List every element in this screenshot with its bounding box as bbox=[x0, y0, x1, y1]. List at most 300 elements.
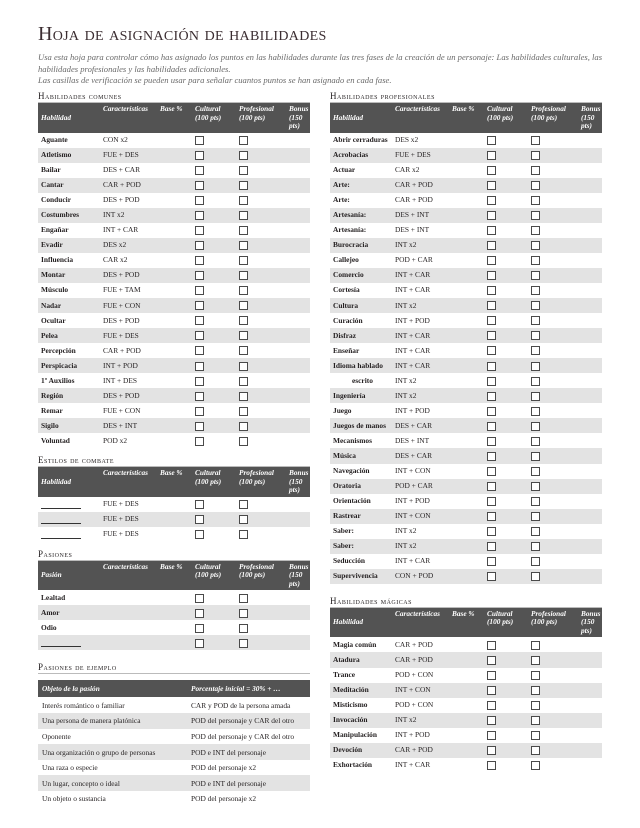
checkbox-cell bbox=[192, 512, 236, 527]
skill-base bbox=[449, 743, 484, 758]
checkbox-cell bbox=[192, 193, 236, 208]
checkbox[interactable] bbox=[531, 151, 540, 160]
skill-name: Costumbres bbox=[38, 208, 100, 223]
checkbox-cell bbox=[528, 208, 578, 223]
checkbox-cell bbox=[484, 178, 528, 193]
skill-name: Cortesía bbox=[333, 285, 360, 295]
skill-name: Remar bbox=[41, 405, 63, 415]
checkbox[interactable] bbox=[239, 377, 248, 386]
checkbox[interactable] bbox=[487, 362, 496, 371]
checkbox[interactable] bbox=[239, 346, 248, 355]
checkbox[interactable] bbox=[531, 271, 540, 280]
checkbox[interactable] bbox=[487, 286, 496, 295]
table-row bbox=[330, 403, 602, 418]
skill-base bbox=[157, 433, 192, 448]
skill-name[interactable] bbox=[38, 497, 100, 512]
skill-name bbox=[38, 635, 100, 650]
checkbox[interactable] bbox=[531, 346, 540, 355]
checkbox-cell bbox=[236, 620, 286, 635]
header-bonus: Bonus (150 pts) bbox=[578, 103, 602, 133]
checkbox[interactable] bbox=[239, 362, 248, 371]
checkbox[interactable] bbox=[487, 656, 496, 665]
skill-base bbox=[449, 388, 484, 403]
checkbox[interactable] bbox=[239, 181, 248, 190]
bonus-cell bbox=[578, 448, 602, 463]
skill-characteristics: CON + POD bbox=[392, 569, 449, 584]
skill-name: Rastrear bbox=[330, 509, 392, 524]
checkbox[interactable] bbox=[195, 271, 204, 280]
checkbox-cell bbox=[236, 193, 286, 208]
table-row bbox=[330, 238, 602, 253]
checkbox-cell bbox=[192, 635, 236, 650]
checkbox-cell bbox=[484, 554, 528, 569]
bonus-cell bbox=[286, 512, 310, 527]
checkbox[interactable] bbox=[487, 686, 496, 695]
skill-base bbox=[157, 223, 192, 238]
checkbox[interactable] bbox=[487, 467, 496, 476]
skill-characteristics: INT + CON bbox=[392, 683, 449, 698]
skill-name: Nadar bbox=[38, 298, 100, 313]
checkbox[interactable] bbox=[239, 136, 248, 145]
checkbox[interactable] bbox=[487, 211, 496, 220]
checkbox-cell bbox=[484, 403, 528, 418]
checkbox[interactable] bbox=[195, 301, 204, 310]
bonus-cell bbox=[578, 238, 602, 253]
checkbox-cell bbox=[528, 509, 578, 524]
bonus-cell bbox=[578, 683, 602, 698]
bonus-cell bbox=[578, 713, 602, 728]
skill-base bbox=[449, 133, 484, 148]
checkbox[interactable] bbox=[487, 731, 496, 740]
skill-base bbox=[449, 283, 484, 298]
checkbox[interactable] bbox=[531, 686, 540, 695]
checkbox[interactable] bbox=[487, 241, 496, 250]
bonus-cell bbox=[286, 178, 310, 193]
checkbox-cell bbox=[528, 403, 578, 418]
skill-name: Burocracia bbox=[330, 238, 392, 253]
checkbox[interactable] bbox=[487, 196, 496, 205]
checkbox-cell bbox=[236, 283, 286, 298]
checkbox[interactable] bbox=[487, 422, 496, 431]
checkbox[interactable] bbox=[531, 542, 540, 551]
checkbox[interactable] bbox=[239, 316, 248, 325]
checkbox[interactable] bbox=[239, 407, 248, 416]
checkbox-cell bbox=[528, 178, 578, 193]
bonus-cell bbox=[578, 163, 602, 178]
checkbox[interactable] bbox=[195, 624, 204, 633]
checkbox[interactable] bbox=[487, 392, 496, 401]
checkbox[interactable] bbox=[531, 572, 540, 581]
checkbox[interactable] bbox=[531, 181, 540, 190]
checkbox[interactable] bbox=[531, 761, 540, 770]
skill-base bbox=[449, 524, 484, 539]
checkbox[interactable] bbox=[487, 331, 496, 340]
checkbox[interactable] bbox=[487, 271, 496, 280]
table-row bbox=[38, 133, 310, 148]
checkbox[interactable] bbox=[195, 331, 204, 340]
checkbox[interactable] bbox=[531, 286, 540, 295]
section-title-comunes: Habilidades comunes bbox=[38, 91, 310, 103]
checkbox-cell bbox=[484, 163, 528, 178]
skill-name: Saber: bbox=[330, 539, 392, 554]
checkbox[interactable] bbox=[531, 422, 540, 431]
checkbox[interactable] bbox=[239, 286, 248, 295]
header-caracteristicas: Características bbox=[392, 608, 449, 638]
skill-name: Artesanía: bbox=[330, 208, 392, 223]
checkbox-cell bbox=[236, 163, 286, 178]
skill-name: Magia común bbox=[333, 639, 377, 649]
blank-line[interactable] bbox=[41, 639, 81, 647]
checkbox[interactable] bbox=[195, 515, 204, 524]
checkbox[interactable] bbox=[195, 211, 204, 220]
skill-characteristics: INT + CAR bbox=[392, 328, 449, 343]
skill-name: Callejeo bbox=[333, 255, 359, 265]
checkbox-cell bbox=[236, 298, 286, 313]
checkbox-cell bbox=[236, 178, 286, 193]
checkbox[interactable] bbox=[531, 241, 540, 250]
checkbox[interactable] bbox=[195, 609, 204, 618]
bonus-cell bbox=[286, 373, 310, 388]
blank-line[interactable] bbox=[41, 501, 81, 509]
checkbox[interactable] bbox=[531, 452, 540, 461]
checkbox[interactable] bbox=[487, 346, 496, 355]
skill-base bbox=[157, 193, 192, 208]
checkbox[interactable] bbox=[531, 557, 540, 566]
skill-characteristics: DES + INT bbox=[395, 435, 430, 445]
checkbox[interactable] bbox=[487, 407, 496, 416]
skill-characteristics: DES + POD bbox=[103, 315, 140, 325]
checkbox[interactable] bbox=[239, 639, 248, 648]
checkbox[interactable] bbox=[195, 639, 204, 648]
skill-name[interactable] bbox=[38, 527, 100, 542]
skill-characteristics: DES + INT bbox=[392, 208, 449, 223]
table-row bbox=[38, 744, 310, 760]
table-row bbox=[38, 635, 310, 650]
checkbox-cell bbox=[528, 569, 578, 584]
checkbox[interactable] bbox=[531, 166, 540, 175]
checkbox[interactable] bbox=[239, 271, 248, 280]
checkbox[interactable] bbox=[531, 716, 540, 725]
skill-base bbox=[157, 163, 192, 178]
skill-base bbox=[449, 208, 484, 223]
skill-base bbox=[157, 253, 192, 268]
checkbox[interactable] bbox=[487, 542, 496, 551]
skill-name: Idioma hablado bbox=[330, 358, 392, 373]
skill-base bbox=[449, 683, 484, 698]
checkbox[interactable] bbox=[239, 422, 248, 431]
checkbox[interactable] bbox=[239, 500, 248, 509]
checkbox[interactable] bbox=[195, 256, 204, 265]
checkbox[interactable] bbox=[531, 671, 540, 680]
checkbox[interactable] bbox=[487, 482, 496, 491]
checkbox[interactable] bbox=[195, 407, 204, 416]
table-row bbox=[38, 328, 310, 343]
skill-base bbox=[157, 328, 192, 343]
checkbox[interactable] bbox=[487, 716, 496, 725]
checkbox[interactable] bbox=[195, 241, 204, 250]
checkbox[interactable] bbox=[531, 331, 540, 340]
checkbox[interactable] bbox=[487, 151, 496, 160]
checkbox[interactable] bbox=[487, 497, 496, 506]
checkbox[interactable] bbox=[487, 701, 496, 710]
table-estilos-combate bbox=[38, 467, 310, 542]
checkbox[interactable] bbox=[531, 467, 540, 476]
checkbox[interactable] bbox=[487, 527, 496, 536]
checkbox-cell bbox=[484, 698, 528, 713]
checkbox[interactable] bbox=[487, 557, 496, 566]
skill-name: Juego bbox=[333, 405, 352, 415]
skill-characteristics bbox=[100, 635, 157, 650]
checkbox[interactable] bbox=[531, 407, 540, 416]
checkbox[interactable] bbox=[531, 196, 540, 205]
checkbox[interactable] bbox=[239, 624, 248, 633]
header-cultural: Cultural (100 pts) bbox=[484, 608, 528, 638]
checkbox-cell bbox=[236, 590, 286, 605]
checkbox[interactable] bbox=[531, 527, 540, 536]
bonus-cell bbox=[286, 527, 310, 542]
bonus-cell bbox=[578, 178, 602, 193]
checkbox-cell bbox=[528, 253, 578, 268]
checkbox[interactable] bbox=[487, 256, 496, 265]
checkbox[interactable] bbox=[531, 512, 540, 521]
section-title-profesionales: Habilidades profesionales bbox=[330, 91, 602, 103]
table-row bbox=[330, 713, 602, 728]
checkbox[interactable] bbox=[531, 226, 540, 235]
skill-characteristics: INT + DES bbox=[103, 375, 138, 385]
checkbox[interactable] bbox=[239, 530, 248, 539]
skill-base bbox=[157, 298, 192, 313]
bonus-cell bbox=[286, 238, 310, 253]
checkbox-cell bbox=[192, 497, 236, 512]
table-row bbox=[38, 620, 310, 635]
checkbox[interactable] bbox=[531, 482, 540, 491]
checkbox[interactable] bbox=[531, 497, 540, 506]
checkbox-cell bbox=[528, 758, 578, 773]
skill-characteristics: POD + CAR bbox=[395, 255, 433, 265]
skill-name: Pelea bbox=[38, 328, 100, 343]
checkbox[interactable] bbox=[531, 701, 540, 710]
skill-name: Perspicacia bbox=[38, 358, 100, 373]
checkbox[interactable] bbox=[239, 256, 248, 265]
skill-characteristics: DES + POD bbox=[103, 195, 140, 205]
checkbox[interactable] bbox=[239, 437, 248, 446]
checkbox[interactable] bbox=[195, 594, 204, 603]
checkbox[interactable] bbox=[239, 515, 248, 524]
bonus-cell bbox=[578, 403, 602, 418]
checkbox[interactable] bbox=[195, 226, 204, 235]
checkbox[interactable] bbox=[195, 181, 204, 190]
table-row bbox=[330, 668, 602, 683]
checkbox[interactable] bbox=[239, 151, 248, 160]
bonus-cell bbox=[578, 637, 602, 652]
checkbox[interactable] bbox=[239, 609, 248, 618]
checkbox-cell bbox=[528, 418, 578, 433]
checkbox[interactable] bbox=[239, 241, 248, 250]
pasion-porcentaje: POD del personaje y CAR del otro bbox=[191, 731, 295, 741]
bonus-cell bbox=[578, 388, 602, 403]
skill-base bbox=[449, 713, 484, 728]
checkbox[interactable] bbox=[531, 377, 540, 386]
checkbox[interactable] bbox=[487, 316, 496, 325]
skill-name: Disfraz bbox=[330, 328, 392, 343]
checkbox[interactable] bbox=[195, 422, 204, 431]
table-row bbox=[330, 328, 602, 343]
checkbox[interactable] bbox=[531, 392, 540, 401]
checkbox[interactable] bbox=[195, 437, 204, 446]
checkbox[interactable] bbox=[239, 211, 248, 220]
skill-characteristics: CAR x2 bbox=[395, 165, 420, 175]
checkbox[interactable] bbox=[531, 641, 540, 650]
skill-base bbox=[157, 527, 192, 542]
table-habilidades-comunes bbox=[38, 103, 310, 448]
checkbox[interactable] bbox=[531, 656, 540, 665]
checkbox[interactable] bbox=[531, 211, 540, 220]
checkbox-cell bbox=[236, 358, 286, 373]
skill-name: Curación bbox=[333, 315, 363, 325]
skill-name: Juegos de manos bbox=[330, 418, 392, 433]
checkbox[interactable] bbox=[531, 256, 540, 265]
checkbox[interactable] bbox=[195, 196, 204, 205]
checkbox[interactable] bbox=[239, 331, 248, 340]
skill-characteristics: FUE + DES bbox=[392, 148, 449, 163]
skill-name: Comercio bbox=[330, 268, 392, 283]
checkbox[interactable] bbox=[195, 530, 204, 539]
skill-characteristics: DES + INT bbox=[395, 225, 430, 235]
skill-base bbox=[157, 343, 192, 358]
blank-line[interactable] bbox=[41, 531, 81, 539]
skill-base bbox=[449, 448, 484, 463]
checkbox[interactable] bbox=[195, 346, 204, 355]
checkbox[interactable] bbox=[531, 437, 540, 446]
checkbox[interactable] bbox=[195, 286, 204, 295]
skill-characteristics: INT + CAR bbox=[103, 225, 139, 235]
checkbox[interactable] bbox=[487, 136, 496, 145]
checkbox-cell bbox=[236, 313, 286, 328]
skill-name: Misticismo bbox=[333, 700, 368, 710]
bonus-cell bbox=[286, 253, 310, 268]
checkbox[interactable] bbox=[195, 392, 204, 401]
checkbox[interactable] bbox=[487, 452, 496, 461]
checkbox[interactable] bbox=[531, 362, 540, 371]
checkbox[interactable] bbox=[487, 226, 496, 235]
skill-name: Atletismo bbox=[38, 148, 100, 163]
checkbox[interactable] bbox=[195, 500, 204, 509]
table-row bbox=[38, 238, 310, 253]
checkbox-cell bbox=[484, 328, 528, 343]
checkbox[interactable] bbox=[487, 746, 496, 755]
checkbox-cell bbox=[236, 238, 286, 253]
checkbox[interactable] bbox=[239, 226, 248, 235]
checkbox-cell bbox=[192, 178, 236, 193]
header-caracteristicas: Características bbox=[392, 103, 449, 133]
skill-base bbox=[449, 494, 484, 509]
checkbox[interactable] bbox=[531, 136, 540, 145]
checkbox[interactable] bbox=[487, 761, 496, 770]
table-row bbox=[330, 743, 602, 758]
skill-characteristics: DES + INT bbox=[100, 418, 157, 433]
checkbox[interactable] bbox=[239, 196, 248, 205]
pasion-objeto: Oponente bbox=[42, 731, 71, 741]
skill-name: Invocación bbox=[330, 713, 392, 728]
skill-name[interactable] bbox=[38, 512, 100, 527]
checkbox[interactable] bbox=[239, 166, 248, 175]
skill-base bbox=[157, 497, 192, 512]
checkbox-cell bbox=[192, 283, 236, 298]
header-caracteristicas: Características bbox=[100, 467, 157, 497]
checkbox[interactable] bbox=[487, 641, 496, 650]
skill-characteristics: CAR + POD bbox=[395, 195, 433, 205]
table-habilidades-profesionales bbox=[330, 103, 602, 584]
checkbox[interactable] bbox=[487, 166, 496, 175]
table-row bbox=[38, 373, 310, 388]
bonus-cell bbox=[286, 590, 310, 605]
checkbox[interactable] bbox=[239, 594, 248, 603]
header-cultural: Cultural (100 pts) bbox=[192, 467, 236, 497]
pasion-porcentaje: POD del personaje y CAR del otro bbox=[187, 713, 310, 729]
table-row bbox=[38, 760, 310, 776]
checkbox[interactable] bbox=[195, 166, 204, 175]
header-habilidad: Habilidad bbox=[38, 467, 100, 497]
bonus-cell bbox=[286, 620, 310, 635]
skill-base bbox=[449, 298, 484, 313]
skill-name: Región bbox=[38, 388, 100, 403]
checkbox-cell bbox=[236, 373, 286, 388]
checkbox[interactable] bbox=[195, 362, 204, 371]
skill-characteristics: INT x2 bbox=[395, 526, 417, 536]
checkbox[interactable] bbox=[487, 301, 496, 310]
bonus-cell bbox=[286, 298, 310, 313]
checkbox-cell bbox=[528, 637, 578, 652]
checkbox[interactable] bbox=[239, 392, 248, 401]
table-row bbox=[330, 494, 602, 509]
bonus-cell bbox=[578, 743, 602, 758]
checkbox[interactable] bbox=[195, 136, 204, 145]
checkbox[interactable] bbox=[195, 316, 204, 325]
skill-base bbox=[449, 253, 484, 268]
checkbox-cell bbox=[528, 433, 578, 448]
skill-base bbox=[449, 328, 484, 343]
checkbox[interactable] bbox=[531, 301, 540, 310]
checkbox-cell bbox=[528, 683, 578, 698]
skill-base bbox=[157, 620, 192, 635]
checkbox-cell bbox=[528, 328, 578, 343]
table-row bbox=[330, 683, 602, 698]
checkbox[interactable] bbox=[195, 151, 204, 160]
checkbox[interactable] bbox=[531, 316, 540, 325]
header-habilidad: Habilidad bbox=[38, 103, 100, 133]
checkbox[interactable] bbox=[531, 746, 540, 755]
checkbox[interactable] bbox=[487, 572, 496, 581]
checkbox-cell bbox=[528, 668, 578, 683]
checkbox[interactable] bbox=[487, 671, 496, 680]
checkbox[interactable] bbox=[531, 731, 540, 740]
table-row bbox=[330, 358, 602, 373]
checkbox-cell bbox=[528, 388, 578, 403]
checkbox[interactable] bbox=[487, 512, 496, 521]
section-title-combate: Estilos de combate bbox=[38, 455, 310, 467]
checkbox-cell bbox=[192, 313, 236, 328]
checkbox[interactable] bbox=[487, 437, 496, 446]
checkbox[interactable] bbox=[487, 181, 496, 190]
bonus-cell bbox=[286, 133, 310, 148]
table-row bbox=[330, 148, 602, 163]
checkbox[interactable] bbox=[487, 377, 496, 386]
intro-text bbox=[38, 52, 604, 87]
blank-line[interactable] bbox=[41, 516, 81, 524]
checkbox[interactable] bbox=[195, 377, 204, 386]
bonus-cell bbox=[578, 193, 602, 208]
checkbox[interactable] bbox=[239, 301, 248, 310]
